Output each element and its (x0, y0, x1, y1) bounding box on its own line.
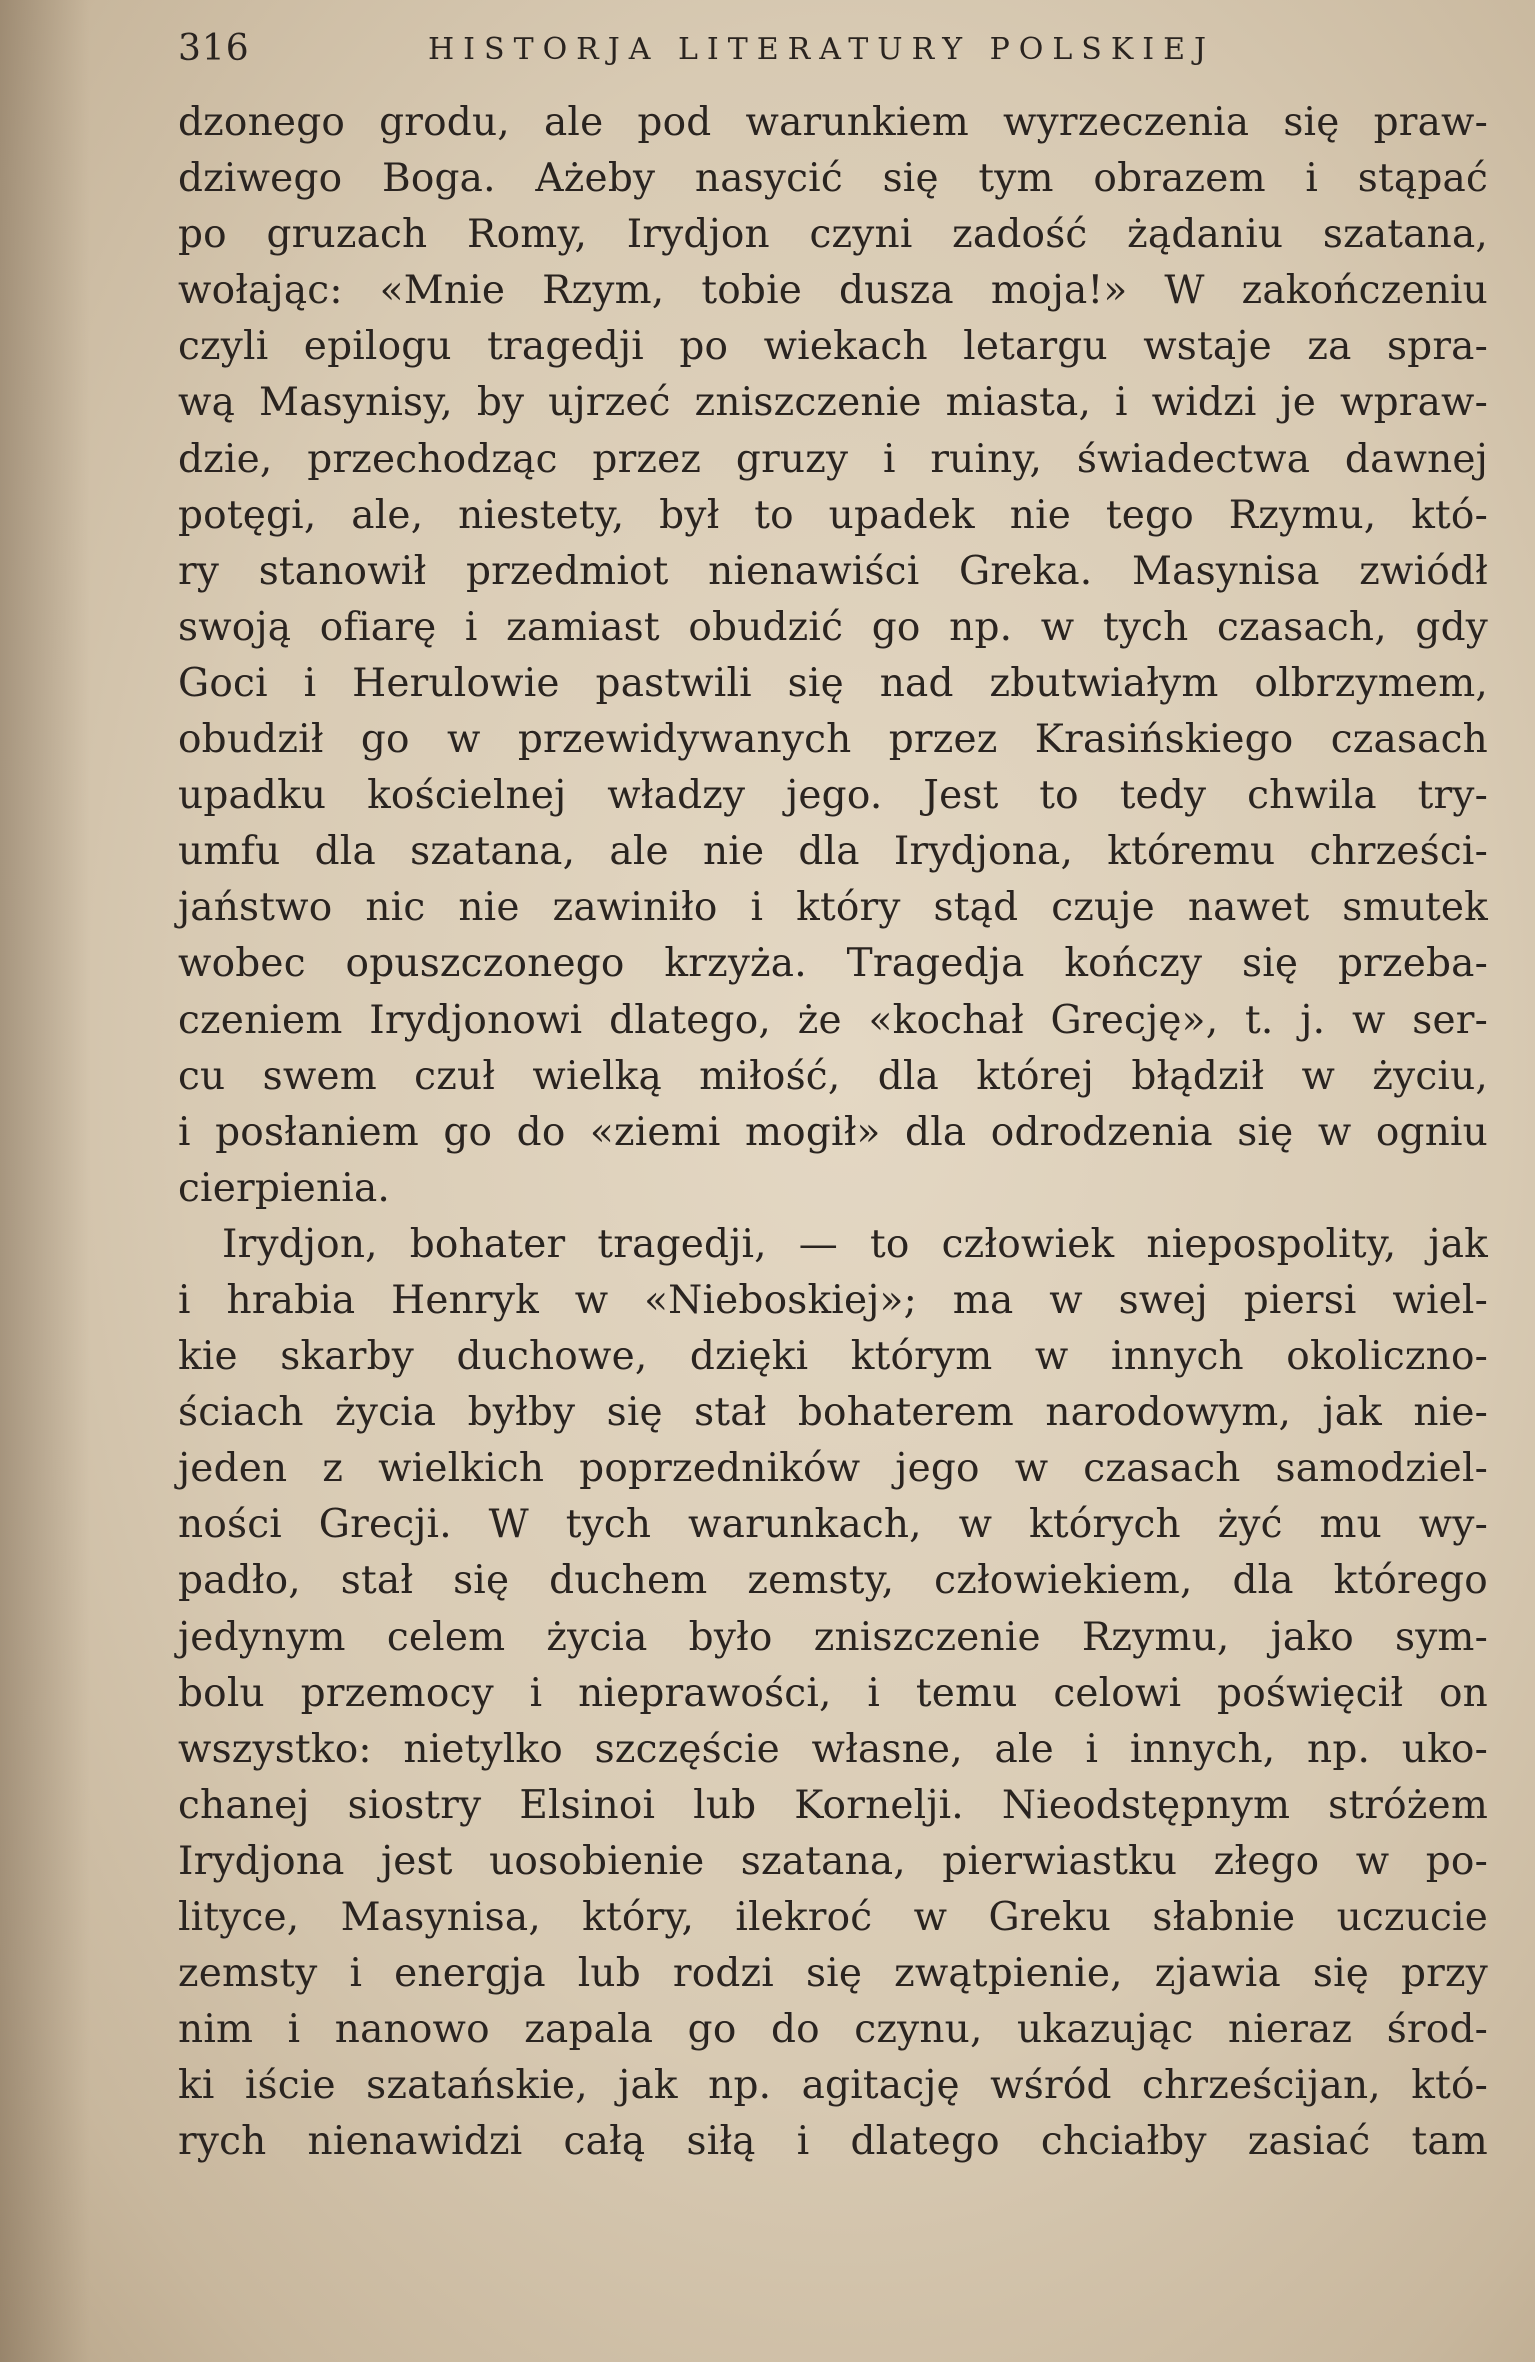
paragraph-1 (178, 95, 1488, 1217)
text-line: ściach życia byłby się stał bohaterem narodowym, jak nie- (178, 1390, 1488, 1436)
text-line: upadku kościelnej władzy jego. Jest to tedy chwila try- (178, 773, 1488, 819)
text-line: ry stanowił przedmiot nienawiści Greka. Masynisa zwiódł (178, 548, 1488, 594)
text-line: zemsty i energja lub rodzi się zwątpienie, zjawia się przy (178, 1951, 1488, 1997)
text-line: potęgi, ale, niestety, był to upadek nie tego Rzymu, któ- (178, 492, 1488, 538)
text-line: cierpienia. (178, 1165, 390, 1211)
text-line: Irydjon, bohater tragedji, — to człowiek niepospolity, jak (222, 1221, 1488, 1267)
text-line: czyli epilogu tragedji po wiekach letargu wstaje za spra- (178, 324, 1488, 370)
text-line: ności Grecji. W tych warunkach, w których żyć mu wy- (178, 1502, 1488, 1548)
text-line: umfu dla szatana, ale nie dla Irydjona, któremu chrześci- (178, 829, 1488, 875)
text-line: Goci i Herulowie pastwili się nad zbutwiałym olbrzymem, (178, 660, 1488, 706)
running-title: HISTORJA LITERATURY POLSKIEJ (428, 32, 1216, 67)
text-line: wobec opuszczonego krzyża. Tragedja kończy się przeba- (178, 941, 1488, 987)
text-line: jedynym celem życia było zniszczenie Rzymu, jako sym- (178, 1614, 1488, 1660)
text-line: dziwego Boga. Ażeby nasycić się tym obrazem i stąpać (178, 156, 1488, 202)
text-line: czeniem Irydjonowi dlatego, że «kochał Grecję», t. j. w ser- (178, 997, 1488, 1043)
text-line: swoją ofiarę i zamiast obudzić go np. w tych czasach, gdy (178, 604, 1488, 650)
text-line: dzonego grodu, ale pod warunkiem wyrzeczenia się praw- (178, 100, 1488, 145)
text-line: chanej siostry Elsinoi lub Kornelji. Nieodstępnym stróżem (178, 1782, 1488, 1828)
text-line: wą Masynisy, by ujrzeć zniszczenie miasta, i widzi je wpraw- (178, 380, 1488, 426)
body-text (178, 95, 1488, 2170)
text-line: padło, stał się duchem zemsty, człowiekiem, dla którego (178, 1558, 1488, 1604)
text-line: cu swem czuł wielką miłość, dla której błądził w życiu, (178, 1053, 1488, 1099)
paragraph-2 (178, 1217, 1488, 2171)
text-line: lityce, Masynisa, który, ilekroć w Greku słabnie uczucie (178, 1895, 1488, 1940)
text-line: ki iście szatańskie, jak np. agitację wśród chrześcijan, któ- (178, 2063, 1488, 2109)
page-header (178, 28, 1488, 88)
page-number: 316 (178, 28, 250, 69)
text-line: Irydjona jest uosobienie szatana, pierwiastku złego w po- (178, 1838, 1488, 1884)
text-line: jaństwo nic nie zawiniło i który stąd czuje nawet smutek (178, 885, 1488, 931)
text-line: i posłaniem go do «ziemi mogił» dla odrodzenia się w ogniu (178, 1109, 1488, 1155)
text-line: jeden z wielkich poprzedników jego w czasach samodziel- (178, 1446, 1488, 1492)
text-line: kie skarby duchowe, dzięki którym w innych okoliczno- (178, 1334, 1488, 1380)
text-line: obudził go w przewidywanych przez Krasińskiego czasach (178, 717, 1488, 763)
text-line: wszystko: nietylko szczęście własne, ale i innych, np. uko- (178, 1726, 1488, 1772)
text-line: wołając: «Mnie Rzym, tobie dusza moja!» W zakończeniu (178, 268, 1488, 314)
text-line: po gruzach Romy, Irydjon czyni zadość żądaniu szatana, (178, 212, 1488, 258)
text-line: i hrabia Henryk w «Nieboskiej»; ma w swej piersi wiel- (178, 1277, 1488, 1323)
text-line: dzie, przechodząc przez gruzy i ruiny, świadectwa dawnej (178, 436, 1488, 482)
text-line: nim i nanowo zapala go do czynu, ukazując nieraz środ- (178, 2007, 1488, 2053)
text-line: bolu przemocy i nieprawości, i temu celowi poświęcił on (178, 1670, 1488, 1716)
gutter-shadow (0, 0, 90, 2362)
text-line: rych nienawidzi całą siłą i dlatego chciałby zasiać tam (178, 2119, 1488, 2165)
